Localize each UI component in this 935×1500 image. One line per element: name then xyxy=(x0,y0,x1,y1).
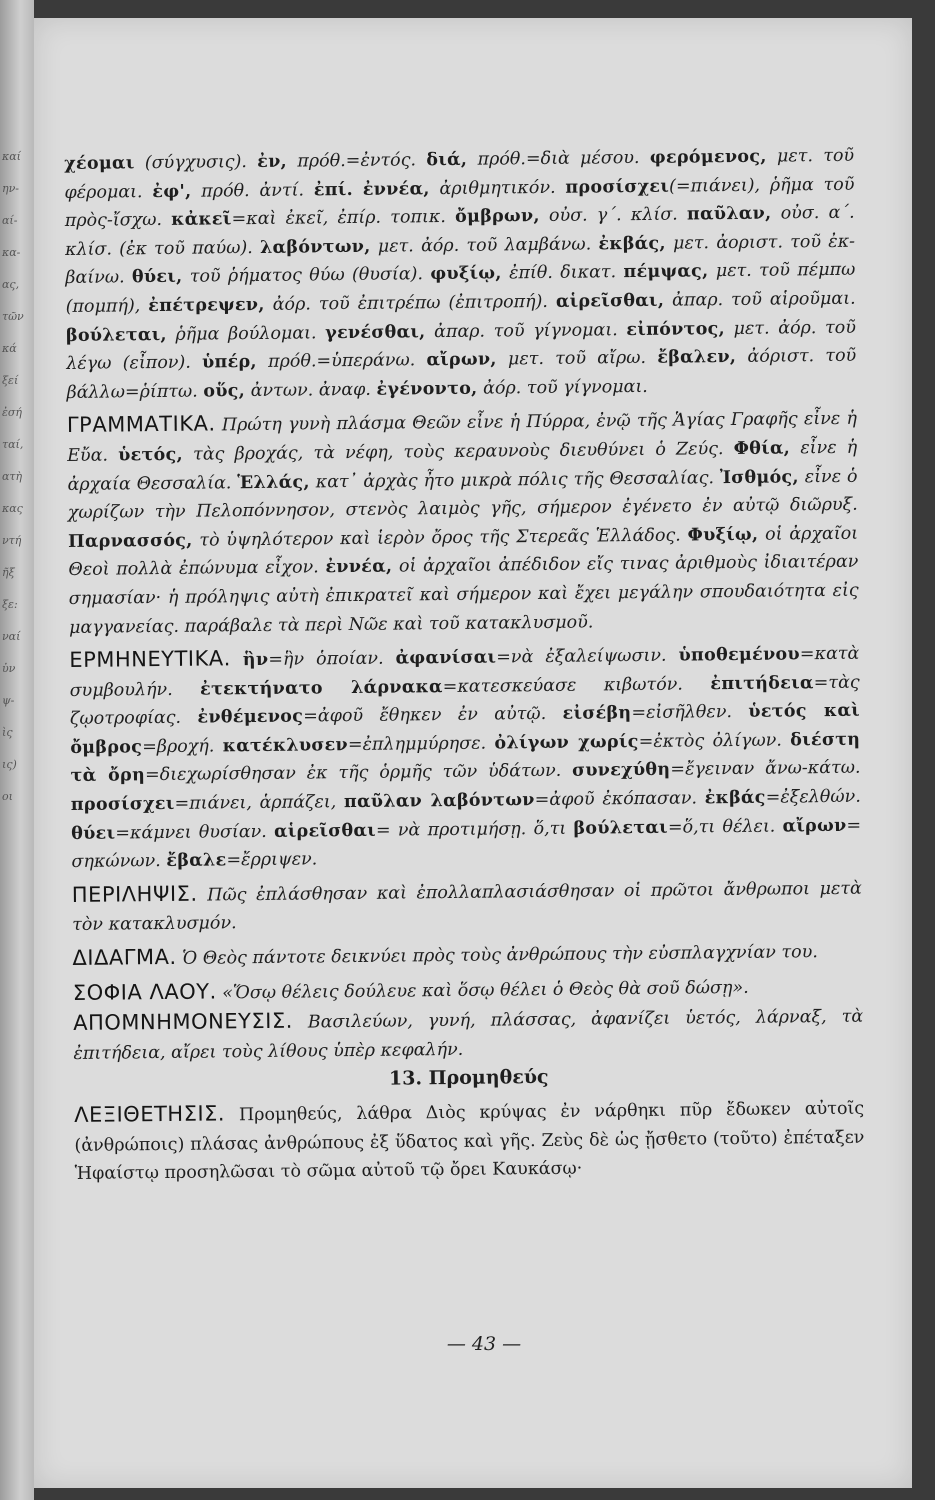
vocab-gloss: ἀπαρ. τοῦ αἱροῦμαι. xyxy=(664,288,856,311)
vocab-gloss: ἀόρ. τοῦ γίγνομαι. xyxy=(477,376,648,399)
adjacent-page-fragment: ξεί xyxy=(2,374,19,387)
vocab-gloss: (σύγχυσις). xyxy=(134,151,258,174)
vocab-gloss: μετ. ἀόρ. τοῦ λέγω (εἶπον). xyxy=(66,317,857,375)
vocab-word: ἐν, xyxy=(257,151,288,172)
word-order-text: Προμηθεύς, λάθρα Διὸς κρύψας ἐν νάρθηκι πῦρ ἔδωκεν αὐτοῖς (ἀνθρώποις) πλάσας ἀνθρώπους ἐξ ὕδατος καὶ γῆς. Ζεὺς δὲ ὡς ᾔσθετο (τοῦτο) ἐπέταξεν Ἡφαίστῳ προσηλῶσαι τὸ σῶμα αὐτοῦ τῷ ὄρει Καυκάσῳ· xyxy=(74,1098,865,1185)
vocab-gloss: πρόθ. ἀντί. xyxy=(191,179,314,202)
word-order-heading: ΛΕΞΙΘΕΤΗΣΙΣ. xyxy=(74,1101,226,1127)
vocab-word: διά, xyxy=(426,149,468,171)
term: ἔβαλε xyxy=(166,850,227,872)
term: ἐπιτήδεια xyxy=(710,672,814,694)
vocab-word: ὄμβρων, xyxy=(454,206,540,228)
vocab-gloss: ἐπίθ. δικατ. xyxy=(501,262,624,284)
vocab-word: ἐννέα, xyxy=(362,178,430,200)
vocab-gloss: οὐσ. γ΄. κλίσ. xyxy=(539,204,688,227)
vocab-word: αἴρων, xyxy=(426,349,497,371)
vocab-word: βούλεται, xyxy=(65,324,167,346)
vocabulary-paragraph xyxy=(64,142,857,408)
page-number: — 43 — xyxy=(446,1333,522,1355)
vocab-word: πέμψας, xyxy=(623,261,709,283)
vocab-word: φυξίῳ, xyxy=(430,263,502,285)
memorization-paragraph xyxy=(73,1001,864,1068)
explanation: εἶνε ἡ ἀρχαία Θεσσαλία. xyxy=(67,437,858,495)
explanation: οἱ ἀρχαῖοι ἀπέδιδον εἴς τινας ἀριθμοὺς ἰδιαιτέραν σημασίαν· ἡ πρόληψις αὐτὴ ἐπικρατεῖ καὶ σήμερον καὶ ἔχει μεγάλην σπουδαιότητα εἰς μαγγανείας. παράβαλε τὰ περὶ Νῶε καὶ τοῦ κατακλυσμοῦ. xyxy=(68,552,859,638)
term: συνεχύθη xyxy=(571,760,671,782)
chapter-title: 13. Προμηθεύς xyxy=(388,1066,549,1091)
term: αἱρεῖσθαι xyxy=(273,820,377,842)
vocab-gloss: πρόθ.=ἐντός. xyxy=(286,150,427,172)
term: ἀφανίσαι xyxy=(395,647,497,669)
term: διέστη τὰ ὄρη xyxy=(70,729,861,787)
vocab-word: ἔβαλεν, xyxy=(657,347,737,368)
term: ἐνθέμενος xyxy=(197,706,304,728)
explanation: =ἔρριψεν. xyxy=(226,849,318,871)
vocab-word: ἐπέτρεψεν, xyxy=(148,294,265,317)
adjacent-page-fragment: ἐσή xyxy=(2,406,23,419)
adjacent-page-fragment: ξε: xyxy=(2,598,18,611)
explanation: =κάμνει θυσίαν. xyxy=(115,821,275,844)
explanation: τὸ ὑψηλότερον καὶ ἱερὸν ὄρος τῆς Στερεᾶς Ἑλλάδος. xyxy=(192,525,688,551)
explanation: =ἐπλημμύρησε. xyxy=(347,733,495,755)
summary-heading: ΠΕΡΙΛΗΨΙΣ. xyxy=(71,881,198,907)
adjacent-page-fragment: ατὴ xyxy=(2,470,23,483)
explanation: εἶνε ὁ χωρίζων τὴν Πελοπόννησον, στενὸς λαιμὸς γῆς, σήμερον ἐγένετο ἐν αὐτῷ διῶρυξ. xyxy=(67,466,858,524)
vocab-word: ἐκβάς, xyxy=(598,233,666,255)
vocab-word: εἰπόντος, xyxy=(626,318,726,340)
vocab-gloss: ἀόρ. τοῦ ἐπιτρέπω (ἐπιτροπή). xyxy=(264,291,556,315)
term: Ἰσθμός, xyxy=(719,466,799,488)
memorization-heading: ΑΠΟΜΝΗΜΟΝΕΥΣΙΣ. xyxy=(73,1008,293,1036)
vocab-gloss: (=πιάνει), ῥῆμα τοῦ πρὸς-ἴσχω. xyxy=(64,174,855,232)
interpretation-paragraph xyxy=(69,638,861,877)
lesson-paragraph xyxy=(72,936,862,975)
vocab-gloss: ἀντων. ἀναφ. xyxy=(244,379,377,401)
book-spine xyxy=(0,0,34,1500)
vocab-word: γενέσθαι, xyxy=(325,321,426,343)
term: ὑετός, xyxy=(118,444,184,466)
grammar-heading: ΓΡΑΜΜΑΤΙΚΑ. xyxy=(66,411,216,438)
explanation: =βροχή. xyxy=(142,736,223,758)
term: θύει xyxy=(71,823,116,844)
explanation: =διεχωρίσθησαν ἐκ τῆς ὁρμῆς τῶν ὑδάτων. xyxy=(144,761,573,786)
proverb-text: «Ὅσῳ θέλεις δούλευε καὶ ὅσῳ θέλει ὁ Θεὸς θὰ σοῦ δώσῃ». xyxy=(216,977,749,1004)
term: προσίσχει xyxy=(70,793,175,816)
explanation: = νὰ προτιμήσῃ. ὅ,τι xyxy=(375,818,574,841)
vocab-word: ἐγένοντο, xyxy=(376,378,478,400)
term: ὑετός καὶ ὄμβρος xyxy=(70,700,861,758)
vocab-gloss: πρόθ.=ὑπεράνω. xyxy=(256,350,427,373)
term: Φθία, xyxy=(733,438,791,459)
explanation: =ἣν ὁποίαν. xyxy=(268,648,396,670)
vocab-word: θύει, xyxy=(131,267,183,288)
adjacent-page-fragment: οι xyxy=(2,790,13,803)
term: αἴρων xyxy=(782,815,847,837)
vocab-word: αἱρεῖσθαι, xyxy=(555,290,665,312)
adjacent-page-fragment: ψ- xyxy=(2,694,15,707)
vocab-gloss: ἀπαρ. τοῦ γίγνομαι. xyxy=(425,319,627,342)
explanation: = σηκώνων. xyxy=(71,815,862,873)
term: ὑποθεμένου xyxy=(678,644,800,666)
term: βούλεται xyxy=(573,817,669,839)
vocab-gloss: μετ. τοῦ φέρομαι. xyxy=(64,145,855,203)
vocab-word: οὕς, xyxy=(203,380,246,402)
adjacent-page-fragment: ναί xyxy=(2,630,21,643)
adjacent-page-fragment: ῆξ xyxy=(2,566,15,579)
vocab-gloss: οὐσ. α΄. κλίσ. (ἐκ τοῦ παύω). xyxy=(64,202,855,260)
adjacent-page-fragment: ις) xyxy=(2,758,17,771)
term: Φυξίῳ, xyxy=(687,524,759,546)
term: εἰσέβη xyxy=(562,703,632,725)
vocab-gloss: μετ. ἀοριστ. τοῦ ἐκ-βαίνω. xyxy=(65,231,856,289)
adjacent-page-fragment: ταί, xyxy=(2,438,24,451)
vocab-word: φερόμενος, xyxy=(649,146,767,168)
adjacent-page-fragment: κας xyxy=(2,502,23,515)
vocab-gloss: ῥῆμα βούλομαι. xyxy=(166,322,326,345)
adjacent-page-fragment: τῶν xyxy=(2,310,24,323)
vocab-word: ἐπί. xyxy=(313,179,354,200)
explanation: =ἀφοῦ ἐκόπασαν. xyxy=(534,788,705,811)
explanation: τὰς βροχάς, τὰ νέφη, τοὺς κεραυνοὺς διευθύνει ὁ Ζεύς. xyxy=(182,438,734,465)
explanation: =νὰ ἐξαλείψωσιν. xyxy=(496,645,679,668)
vocab-gloss: ἀόριστ. τοῦ βάλλω=ῥίπτω. xyxy=(66,345,857,403)
vocab-gloss: τοῦ ῥήματος θύω (θυσία). xyxy=(182,264,431,288)
explanation: =κατὰ συμβουλήν. xyxy=(69,643,860,701)
lesson-heading: ΔΙΔΑΓΜΑ. xyxy=(72,944,177,970)
explanation: Πρώτη γυνὴ πλάσμα Θεῶν εἶνε ἡ Πύρρα, ἐνῷ τῆς Ἁγίας Γραφῆς εἶνε ἡ Εὔα. xyxy=(67,409,857,466)
vocab-gloss: πρόθ.=διὰ μέσου. xyxy=(467,147,650,170)
adjacent-page-fragment: καί xyxy=(2,150,21,163)
adjacent-page-fragment: ὶς xyxy=(2,726,13,739)
term: ἣν xyxy=(242,649,269,671)
explanation: οἱ ἀρχαῖοι Θεοὶ πολλὰ ἐπώνυμα εἶχον. xyxy=(68,523,859,581)
vocab-word: λαβόντων, xyxy=(259,236,371,258)
explanation: κατ᾽ ἀρχὰς ἦτο μικρὰ πόλις τῆς Θεσσαλίας. xyxy=(309,467,721,492)
adjacent-page-fragment: ντή xyxy=(2,534,22,547)
term: Παρνασσός, xyxy=(68,530,193,552)
vocab-gloss: ἀριθμητικόν. xyxy=(429,177,566,199)
vocab-word: προσίσχει xyxy=(565,176,670,198)
adjacent-page-fragment: ὐν xyxy=(2,662,16,675)
term: παῦλαν λαβόντων xyxy=(343,790,535,813)
interpretation-heading: ΕΡΜΗΝΕΥΤΙΚΑ. xyxy=(69,646,231,673)
vocab-word: κἀκεῖ xyxy=(171,209,232,231)
explanation: =ἐξελθών. xyxy=(765,786,861,808)
vocab-word: ὑπέρ, xyxy=(201,352,257,373)
summary-text: Πῶς ἐπλάσθησαν καὶ ἐπολλαπλασιάσθησαν οἱ πρῶτοι ἄνθρωποι μετὰ τὸν κατακλυσμόν. xyxy=(72,878,862,936)
explanation: =ἀφοῦ ἔθηκεν ἐν αὐτῷ. xyxy=(303,704,563,727)
adjacent-page-fragment: αί- xyxy=(2,214,18,227)
vocab-gloss: μετ. τοῦ αἴρω. xyxy=(496,347,658,370)
term: ἐτεκτήνατο λάρνακα xyxy=(200,676,443,700)
page-text xyxy=(64,140,865,1189)
book-page xyxy=(34,18,912,1488)
adjacent-page-fragment: ας, xyxy=(2,278,20,291)
explanation: =κατεσκεύασε κιβωτόν. xyxy=(442,673,711,697)
explanation: =πιάνει, ἁρπάζει, xyxy=(174,792,345,814)
explanation: =ἐκτὸς ὀλίγων. xyxy=(638,730,791,752)
vocab-gloss xyxy=(353,179,363,199)
summary-paragraph xyxy=(72,873,863,940)
term: Ἑλλάς, xyxy=(237,471,310,493)
vocab-gloss: =καὶ ἐκεῖ, ἐπίρ. τοπικ. xyxy=(231,207,456,230)
adjacent-page-fragment: ην- xyxy=(2,182,19,195)
grammar-paragraph xyxy=(67,403,859,642)
word-order-paragraph xyxy=(74,1093,865,1189)
lesson-text: Ὁ Θεὸς πάντοτε δεικνύει πρὸς τοὺς ἀνθρώπους τὴν εὐσπλαγχνίαν του. xyxy=(176,942,818,969)
explanation: =ὅ,τι θέλει. xyxy=(667,816,783,838)
explanation: =εἰσῆλθεν. xyxy=(631,702,749,724)
adjacent-page-fragment: κά xyxy=(2,342,17,355)
term: ὀλίγων χωρίς xyxy=(494,731,639,754)
term: κατέκλυσεν xyxy=(222,734,349,757)
vocab-gloss: μετ. ἀόρ. τοῦ λαμβάνω. xyxy=(370,234,599,257)
term: ἐκβάς xyxy=(704,787,766,809)
vocab-gloss: μετ. τοῦ πέμπω (πομπή), xyxy=(65,260,856,317)
vocab-word: ἐφ', xyxy=(152,181,192,202)
adjacent-page-fragment: κα- xyxy=(2,246,21,259)
vocab-word: χέομαι xyxy=(64,153,135,174)
explanation: =τὰς ζῳοτροφίας. xyxy=(69,672,860,730)
explanation: =ἔγειναν ἄνω-κάτω. xyxy=(670,758,861,781)
vocab-word: παῦλαν, xyxy=(686,203,772,225)
proverb-heading: ΣΟΦΙΑ ΛΑΟΥ. xyxy=(72,979,217,1005)
memorization-text: Βασιλεύων, γυνή, πλάσσας, ἀφανίζει ὑετός, λάρναξ, τὰ ἐπιτήδεια, αἴρει τοὺς λίθους ὑπὲρ κεφαλήν. xyxy=(73,1006,864,1064)
term: ἐννέα, xyxy=(325,556,393,578)
